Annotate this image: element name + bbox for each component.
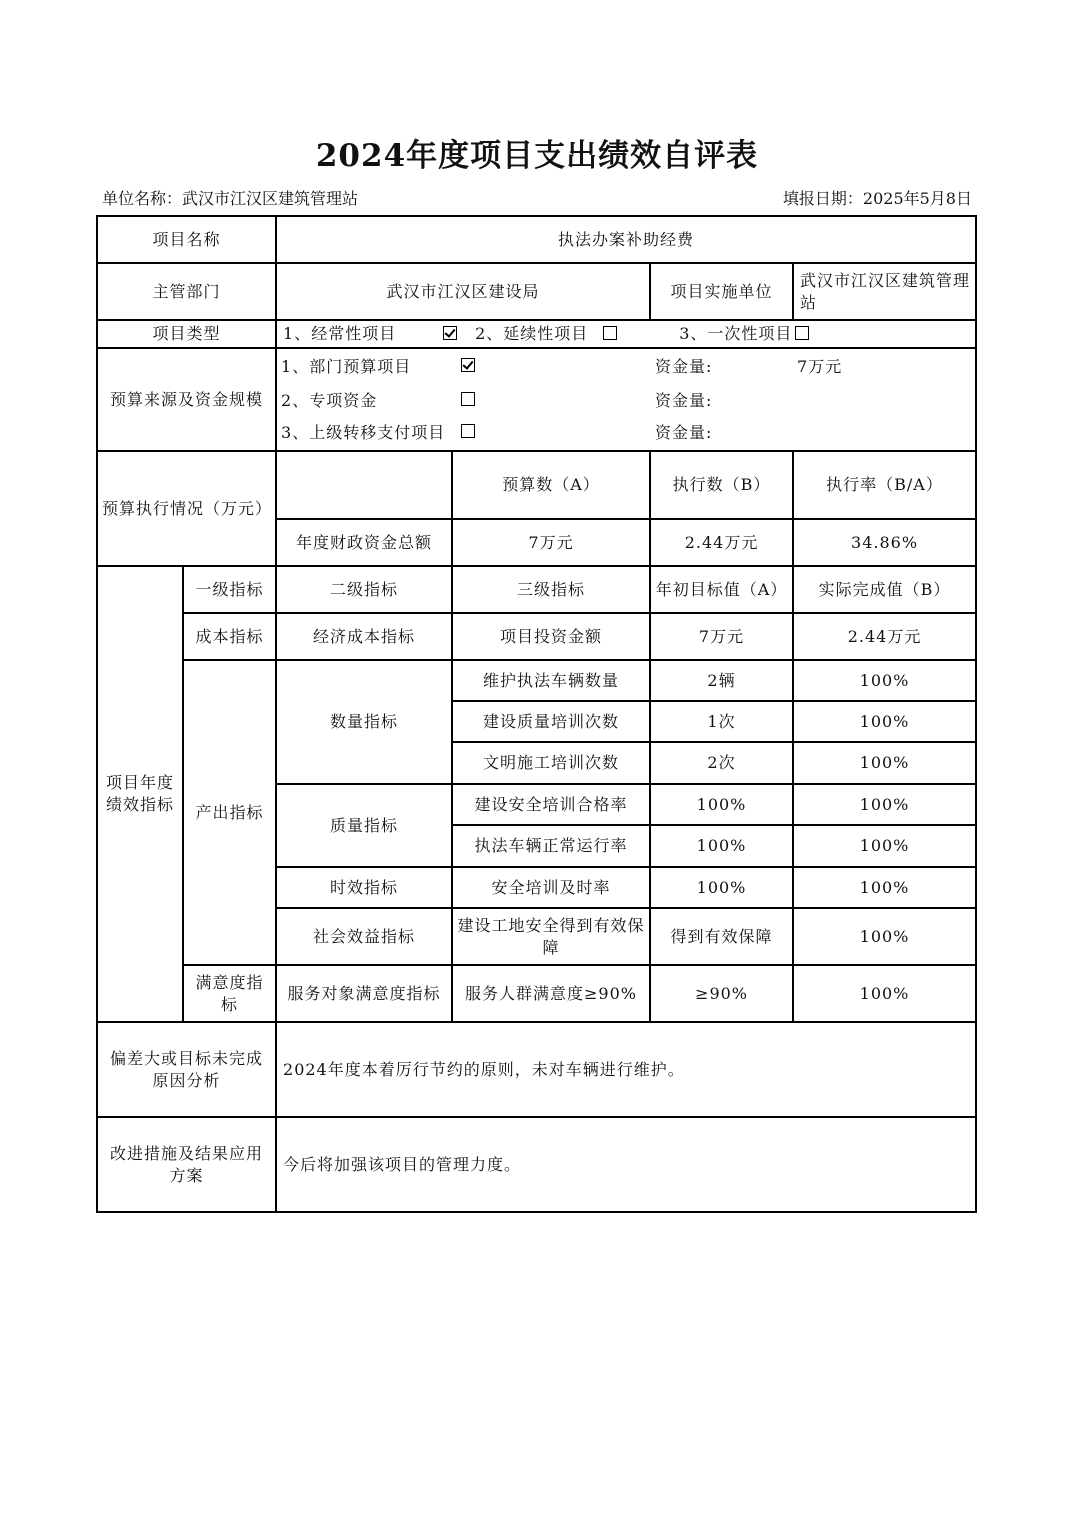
exec-header: 执行数（B）: [650, 451, 793, 519]
project-name-label: 项目名称: [97, 216, 276, 263]
type-option-label: 3、一次性项目: [679, 324, 793, 343]
amount-label: 资金量:: [655, 390, 713, 410]
evaluation-table: [96, 215, 977, 1213]
level3-indicator: 建设工地安全得到有效保障: [452, 908, 650, 965]
actual-value: 100%: [793, 825, 976, 867]
level2-indicator: 数量指标: [276, 660, 452, 784]
actual-value: 100%: [793, 701, 976, 742]
dept-value: 武汉市江汉区建设局: [276, 263, 650, 320]
perf-indicators-label: 项目年度绩效指标: [97, 566, 183, 1022]
deviation-label: 偏差大或目标未完成原因分析: [97, 1022, 276, 1117]
exec-rate-value: 34.86%: [793, 519, 976, 566]
project-type-options: [276, 320, 976, 348]
actual-value: 2.44万元: [793, 613, 976, 660]
level1-indicator: 产出指标: [183, 660, 276, 965]
unit-name: 单位名称：武汉市江汉区建筑管理站: [102, 189, 359, 208]
type-option-label: 2、延续性项目: [475, 324, 589, 343]
checked-box-icon[interactable]: [461, 358, 475, 372]
exec-row-label: 年度财政资金总额: [276, 519, 452, 566]
target-value: 2次: [650, 742, 793, 784]
exec-budget-value: 7万元: [452, 519, 650, 566]
improvement-text: 今后将加强该项目的管理力度。: [276, 1117, 976, 1212]
perf-header: 年初目标值（A）: [650, 566, 793, 613]
actual-value: 100%: [793, 784, 976, 825]
budget-source-name: 1、部门预算项目: [281, 356, 412, 376]
checkbox-icon[interactable]: [603, 326, 617, 340]
perf-header: 一级指标: [183, 566, 276, 613]
actual-value: 100%: [793, 908, 976, 965]
level2-indicator: 经济成本指标: [276, 613, 452, 660]
checkbox-icon[interactable]: [461, 392, 475, 406]
improvement-label: 改进措施及结果应用方案: [97, 1117, 276, 1212]
deviation-text: 2024年度本着厉行节约的原则，未对车辆进行维护。: [276, 1022, 976, 1117]
amount-label: 资金量:: [655, 356, 713, 376]
actual-value: 100%: [793, 867, 976, 908]
exec-header: 执行率（B/A）: [793, 451, 976, 519]
budget-source-block: [276, 348, 976, 451]
page-title: 2024年度项目支出绩效自评表: [315, 138, 759, 174]
checkbox-icon[interactable]: [461, 424, 475, 438]
target-value: 100%: [650, 784, 793, 825]
project-type-label: 项目类型: [97, 320, 276, 348]
target-value: 100%: [650, 867, 793, 908]
budget-source-label: 预算来源及资金规模: [97, 348, 276, 451]
impl-unit-value: 武汉市江汉区建筑管理站: [793, 263, 976, 320]
target-value: 得到有效保障: [650, 908, 793, 965]
level3-indicator: 文明施工培训次数: [452, 742, 650, 784]
dept-label: 主管部门: [97, 263, 276, 320]
perf-header: 三级指标: [452, 566, 650, 613]
level3-indicator: 安全培训及时率: [452, 867, 650, 908]
level3-indicator: 维护执法车辆数量: [452, 660, 650, 701]
level2-indicator: 社会效益指标: [276, 908, 452, 965]
exec-header: 预算数（A）: [452, 451, 650, 519]
target-value: 7万元: [650, 613, 793, 660]
budget-source-name: 2、专项资金: [281, 390, 378, 410]
level2-indicator: 服务对象满意度指标: [276, 965, 452, 1022]
type-option-label: 1、经常性项目: [283, 324, 397, 343]
budget-exec-label: 预算执行情况（万元）: [97, 451, 276, 566]
level3-indicator: 服务人群满意度≥90%: [452, 965, 650, 1022]
level1-indicator: 成本指标: [183, 613, 276, 660]
perf-header: 二级指标: [276, 566, 452, 613]
checkbox-icon[interactable]: [795, 326, 809, 340]
report-date: 填报日期：2025年5月8日: [782, 189, 972, 208]
level3-indicator: 执法车辆正常运行率: [452, 825, 650, 867]
level3-indicator: 建设安全培训合格率: [452, 784, 650, 825]
amount-label: 资金量:: [655, 422, 713, 442]
exec-actual-value: 2.44万元: [650, 519, 793, 566]
actual-value: 100%: [793, 660, 976, 701]
target-value: ≥90%: [650, 965, 793, 1022]
amount-value: 7万元: [797, 356, 843, 376]
level2-indicator: 时效指标: [276, 867, 452, 908]
level3-indicator: 项目投资金额: [452, 613, 650, 660]
level1-indicator: 满意度指标: [183, 965, 276, 1022]
perf-header: 实际完成值（B）: [793, 566, 976, 613]
actual-value: 100%: [793, 742, 976, 784]
checked-box-icon[interactable]: [443, 326, 457, 340]
budget-source-name: 3、上级转移支付项目: [281, 422, 446, 442]
target-value: 2辆: [650, 660, 793, 701]
target-value: 100%: [650, 825, 793, 867]
level2-indicator: 质量指标: [276, 784, 452, 867]
project-name-value: 执法办案补助经费: [276, 216, 976, 263]
impl-unit-label: 项目实施单位: [650, 263, 793, 320]
exec-empty-header: [276, 451, 452, 519]
actual-value: 100%: [793, 965, 976, 1022]
level3-indicator: 建设质量培训次数: [452, 701, 650, 742]
target-value: 1次: [650, 701, 793, 742]
